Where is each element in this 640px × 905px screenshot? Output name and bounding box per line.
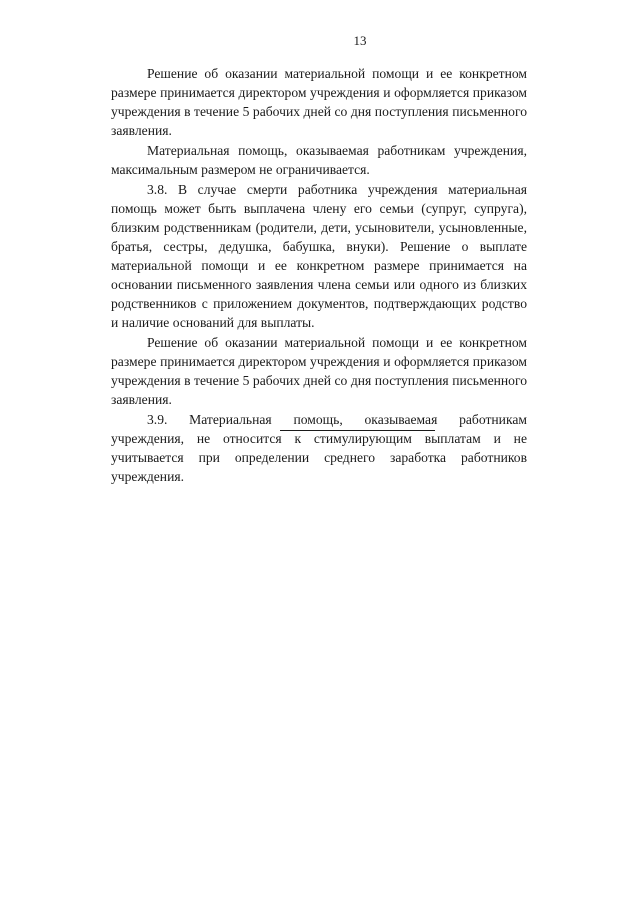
paragraph-amount-unlimited: Материальная помощь, оказываемая работникам учреждения, максимальным размером не ограничивается. — [111, 143, 527, 177]
paragraph-section-3-8: 3.8. В случае смерти работника учреждения материальная помощь может быть выплачена члену его семьи (супруг, супруга), близким родственникам (родители, дети, усыновители, усыновленные, братья, сестры, дедушка, бабушка, внуки). Решение о выплате материальной помощи и ее конкретном размере принимается на основании письменного заявления члена семьи или одного из близких родственников с приложением документов, подтверждающих родство и наличие оснований для выплаты. — [111, 182, 527, 330]
page-number: 13 — [353, 33, 367, 48]
paragraph-decision-timing: Решение об оказании материальной помощи и ее конкретном размере принимается директором учреждения и оформляется приказом учреждения в течение 5 рабочих дней со дня поступления письменного заявления. — [111, 66, 527, 138]
paragraph-decision-timing-repeat: Решение об оказании материальной помощи и ее конкретном размере принимается директором учреждения и оформляется приказом учреждения в течение 5 рабочих дней со дня поступления письменного заявления. — [111, 335, 527, 407]
paragraph-section-3-9: 3.9. Материальная помощь, оказываемая работникам учреждения, не относится к стимулирующим выплатам и не учитывается при определении среднего заработка работников учреждения. — [111, 412, 527, 484]
document-body — [111, 64, 527, 486]
end-of-text-divider — [280, 430, 435, 431]
